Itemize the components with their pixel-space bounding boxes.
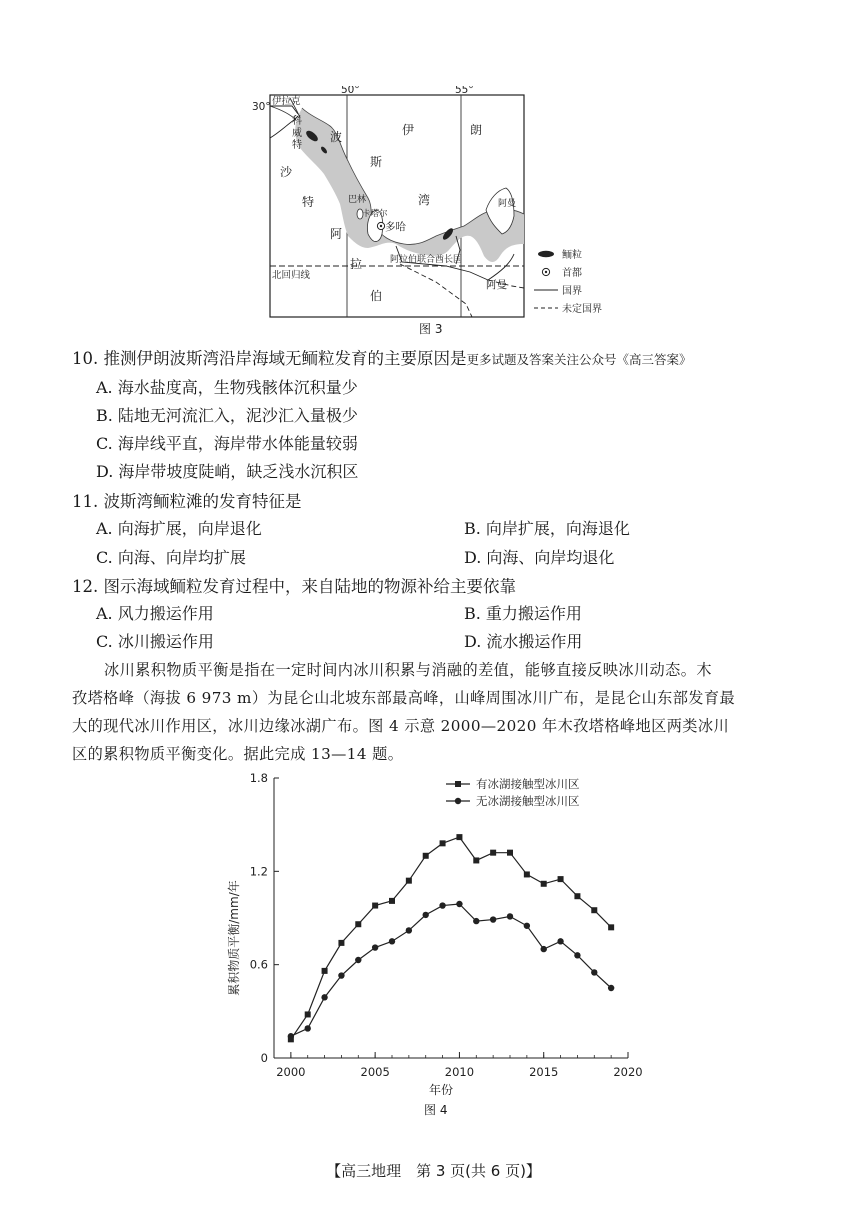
series-line-1 bbox=[291, 837, 611, 1039]
data-point-square bbox=[322, 968, 328, 974]
data-point-square bbox=[406, 878, 412, 884]
q12-option-d: D. 流水搬运作用 bbox=[464, 632, 583, 651]
data-point-circle bbox=[321, 994, 327, 1000]
q10-option-c: C. 海岸线平直，海岸带水体能量较弱 bbox=[96, 434, 358, 453]
q12-option-b: B. 重力搬运作用 bbox=[464, 604, 582, 623]
data-point-circle bbox=[439, 902, 445, 908]
svg-text:波: 波 bbox=[330, 130, 343, 144]
page-footer: 【高三地理 第 3 页(共 6 页)】 bbox=[326, 1162, 541, 1180]
svg-text:特: 特 bbox=[302, 195, 315, 209]
mass-balance-chart bbox=[210, 768, 650, 1098]
lat-label: 30° bbox=[252, 101, 271, 113]
data-point-circle bbox=[507, 913, 513, 919]
y-tick-label: 1.8 bbox=[249, 771, 268, 785]
q12-option-c: C. 冰川搬运作用 bbox=[96, 632, 214, 651]
q11-option-c: C. 向海、向岸均扩展 bbox=[96, 548, 246, 567]
data-point-circle bbox=[591, 969, 597, 975]
y-tick-label: 0 bbox=[260, 1051, 268, 1065]
data-point-square bbox=[456, 834, 462, 840]
q10-option-a: A. 海水盐度高，生物残骸体沉积量少 bbox=[96, 378, 358, 397]
data-point-circle bbox=[372, 944, 378, 950]
x-axis-label: 年份 bbox=[428, 1083, 454, 1097]
legend-label: 无冰湖接触型冰川区 bbox=[476, 794, 580, 808]
data-point-square bbox=[372, 903, 378, 909]
data-point-circle bbox=[355, 957, 361, 963]
svg-text:朗: 朗 bbox=[470, 123, 483, 137]
data-point-circle bbox=[473, 918, 479, 924]
data-point-circle bbox=[423, 912, 429, 918]
data-point-circle bbox=[541, 946, 547, 952]
gulf-map bbox=[250, 86, 630, 326]
data-point-square bbox=[423, 853, 429, 859]
label-iraq: 伊拉克 bbox=[272, 96, 301, 107]
data-point-circle bbox=[305, 1025, 311, 1031]
data-point-square bbox=[608, 924, 614, 930]
svg-text:阿曼: 阿曼 bbox=[486, 279, 507, 291]
y-tick-label: 1.2 bbox=[249, 864, 268, 879]
label-doha: 多哈 bbox=[385, 221, 406, 233]
legend-capital: 首都 bbox=[562, 268, 582, 279]
data-point-square bbox=[355, 921, 361, 927]
svg-text:威: 威 bbox=[292, 128, 302, 139]
lon-label-55: 55° bbox=[455, 86, 474, 96]
data-point-circle bbox=[456, 901, 462, 907]
label-qatar: 卡塔尔 bbox=[362, 209, 388, 219]
svg-text:拉: 拉 bbox=[350, 257, 363, 271]
data-point-square bbox=[541, 881, 547, 887]
passage-line-4: 区的累积物质平衡变化。据此完成 13—14 题。 bbox=[72, 745, 404, 763]
series-line-2 bbox=[291, 904, 611, 1036]
figure-3-caption: 图 3 bbox=[419, 322, 443, 336]
legend-marker-circle bbox=[455, 798, 461, 804]
data-point-square bbox=[440, 840, 446, 846]
q12-option-a: A. 风力搬运作用 bbox=[96, 604, 214, 623]
data-point-square bbox=[591, 907, 597, 913]
y-axis-label: 累积物质平衡/mm/年 bbox=[227, 880, 241, 996]
data-point-square bbox=[507, 850, 513, 856]
data-point-circle bbox=[338, 972, 344, 978]
question-11-stem: 11. 波斯湾鲕粒滩的发育特征是 bbox=[72, 492, 302, 511]
label-bahrain: 巴林 bbox=[348, 195, 367, 205]
label-uae: 阿拉伯联合酋长国 bbox=[390, 255, 463, 265]
svg-text:沙: 沙 bbox=[280, 165, 293, 179]
data-point-circle bbox=[288, 1033, 294, 1039]
data-point-circle bbox=[389, 938, 395, 944]
passage-line-3: 大的现代冰川作用区，冰川边缘冰湖广布。图 4 示意 2000—2020 年木孜塔格峰地区两类冰川 bbox=[72, 717, 730, 735]
data-point-square bbox=[524, 871, 530, 877]
legend-undefined-border: 未定国界 bbox=[562, 304, 602, 315]
y-tick-label: 0.6 bbox=[249, 957, 268, 972]
lon-label-50: 50° bbox=[341, 86, 360, 96]
data-point-square bbox=[558, 876, 564, 882]
svg-text:科: 科 bbox=[292, 116, 302, 127]
data-point-circle bbox=[574, 952, 580, 958]
x-tick-label: 2005 bbox=[360, 1065, 390, 1079]
question-10-stem: 10. 推测伊朗波斯湾沿岸海域无鲕粒发育的主要原因是更多试题及答案关注公众号《高三答案》 bbox=[72, 349, 692, 368]
svg-text:斯: 斯 bbox=[370, 155, 383, 169]
data-point-square bbox=[473, 857, 479, 863]
svg-text:伊: 伊 bbox=[402, 123, 415, 137]
x-tick-label: 2020 bbox=[613, 1065, 643, 1079]
svg-text:伯: 伯 bbox=[370, 289, 383, 303]
x-tick-label: 2000 bbox=[276, 1065, 306, 1079]
q10-option-b: B. 陆地无河流汇入，泥沙汇入量极少 bbox=[96, 406, 358, 425]
data-point-square bbox=[338, 940, 344, 946]
data-point-square bbox=[574, 893, 580, 899]
data-point-circle bbox=[608, 985, 614, 991]
legend-oolite: 鲕粒 bbox=[562, 250, 582, 261]
svg-text:阿: 阿 bbox=[330, 227, 343, 241]
watermark-note: 更多试题及答案关注公众号《高三答案》 bbox=[466, 352, 692, 367]
svg-text:特: 特 bbox=[292, 140, 302, 151]
label-tropic: 北回归线 bbox=[272, 270, 311, 281]
passage-line-1: 冰川累积物质平衡是指在一定时间内冰川积累与消融的差值，能够直接反映冰川动态。木 bbox=[104, 661, 712, 679]
data-point-square bbox=[305, 1011, 311, 1017]
x-tick-label: 2010 bbox=[444, 1065, 475, 1079]
passage-line-2: 孜塔格峰（海拔 6 973 m）为昆仑山北坡东部最高峰，山峰周围冰川广布，是昆仑山东部发育最 bbox=[72, 689, 736, 707]
svg-text:阿曼: 阿曼 bbox=[498, 199, 517, 209]
data-point-circle bbox=[557, 938, 563, 944]
q11-option-b: B. 向岸扩展，向海退化 bbox=[464, 519, 630, 538]
data-point-circle bbox=[524, 923, 530, 929]
legend-border: 国界 bbox=[562, 286, 582, 297]
x-tick-label: 2015 bbox=[529, 1065, 559, 1079]
figure-4-caption: 图 4 bbox=[424, 1103, 448, 1117]
q11-option-a: A. 向海扩展，向岸退化 bbox=[96, 519, 262, 538]
legend-label: 有冰湖接触型冰川区 bbox=[476, 777, 580, 791]
q10-option-d: D. 海岸带坡度陡峭，缺乏浅水沉积区 bbox=[96, 462, 359, 481]
question-12-stem: 12. 图示海域鲕粒发育过程中，来自陆地的物源补给主要依靠 bbox=[72, 577, 516, 596]
data-point-square bbox=[389, 898, 395, 904]
svg-text:湾: 湾 bbox=[418, 193, 431, 207]
legend-marker-square bbox=[455, 781, 461, 787]
data-point-circle bbox=[406, 927, 412, 933]
data-point-circle bbox=[490, 916, 496, 922]
q11-option-d: D. 向海、向岸均退化 bbox=[464, 548, 615, 567]
data-point-square bbox=[490, 850, 496, 856]
